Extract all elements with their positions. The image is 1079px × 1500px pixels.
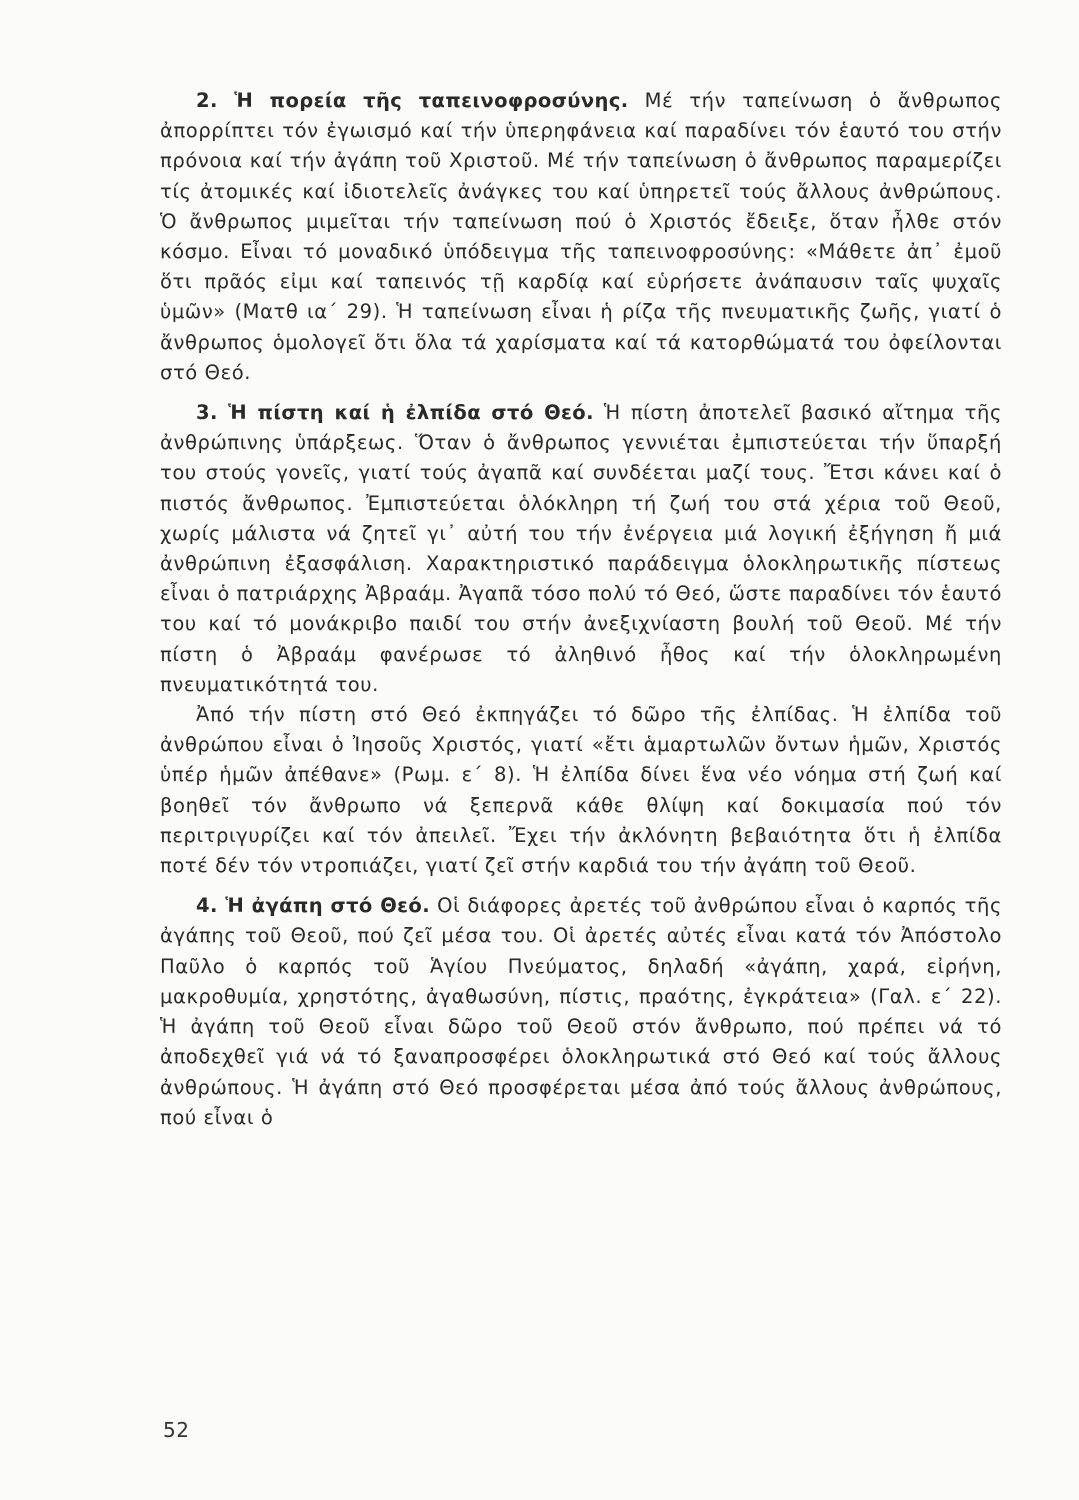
section-3-heading: 3. Ἡ πίστη καί ἡ ἐλπίδα στό Θεό.: [196, 401, 594, 425]
section-4-paragraph: [160, 891, 1002, 1133]
page-text-block: [160, 86, 1002, 1133]
section-2-heading: 2. Ἡ πορεία τῆς ταπεινοφροσύνης.: [196, 89, 629, 112]
page-number: 52: [163, 1418, 190, 1442]
section-3-body: Ἡ πίστη ἀποτελεῖ βασικό αἴτημα τῆς ἀνθρώπινης ὑπάρξεως. Ὅταν ὁ ἄνθρωπος γεννιέται ἐμπιστεύεται τήν ὕπαρξή του στούς γονεῖς, γιατί τούς ἀγαπᾶ καί συνδέεται μαζί τους. Ἔτσι κάνει καί ὁ πιστός ἄνθρωπος. Ἐμπιστεύεται ὁλόκληρη τή ζωή του στά χέρια τοῦ Θεοῦ, χωρίς μάλιστα νά ζητεῖ γι᾿ αὐτή του τήν ἐνέργεια μιά λογική ἐξήγηση ἤ μιά ἀνθρώπινη ἐξασφάλιση. Χαρακτηριστικό παράδειγμα ὁλοκληρωτικῆς πίστεως εἶναι ὁ πατριάρχης Ἀβραάμ. Ἀγαπᾶ τόσο πολύ τό Θεό, ὥστε παραδίνει τόν ἑαυτό του καί τό μονάκριβο παιδί του στήν ἀνεξιχνίαστη βουλή τοῦ Θεοῦ. Μέ τήν πίστη ὁ Ἀβραάμ φανέρωσε τό ἀληθινό ἦθος καί τήν ὁλοκληρωμένη πνευματικότητά του.: [160, 401, 1002, 696]
section-2-body: Μέ τήν ταπείνωση ὁ ἄνθρωπος ἀπορρίπτει τόν ἐγωισμό καί τήν ὑπερηφάνεια καί παραδίνει τόν ἑαυτό του στήν πρόνοια καί τήν ἀγάπη τοῦ Χριστοῦ. Μέ τήν ταπείνωση ὁ ἄνθρωπος παραμερίζει τίς ἀτομικές καί ἰδιοτελεῖς ἀνάγκες του καί ὑπηρετεῖ τούς ἄλλους ἀνθρώπους. Ὁ ἄνθρωπος μιμεῖται τήν ταπείνωση πού ὁ Χριστός ἔδειξε, ὅταν ἦλθε στόν κόσμο. Εἶναι τό μοναδικό ὑπόδειγμα τῆς ταπεινοφροσύνης: «Μάθετε ἀπ᾿ ἐμοῦ ὅτι πρᾶός εἰμι καί ταπεινός τῇ καρδίᾳ καί εὑρήσετε ἀνάπαυσιν ταῖς ψυχαῖς ὑμῶν» (Ματθ ια´ 29). Ἡ ταπείνωση εἶναι ἡ ρίζα τῆς πνευματικῆς ζωῆς, γιατί ὁ ἄνθρωπος ὁμολογεῖ ὅτι ὅλα τά χαρίσματα καί τά κατορθώματά του ὀφείλονται στό Θεό.: [160, 89, 1002, 384]
section-4-heading: 4. Ἡ ἀγάπη στό Θεό.: [196, 894, 431, 918]
section-3-continuation: Ἀπό τήν πίστη στό Θεό ἐκπηγάζει τό δῶρο τῆς ἐλπίδας. Ἡ ἐλπίδα τοῦ ἀνθρώπου εἶναι ὁ Ἰησοῦς Χριστός, γιατί «ἔτι ἁμαρτωλῶν ὄντων ἡμῶν, Χριστός ὑπέρ ἡμῶν ἀπέθανε» (Ρωμ. ε´ 8). Ἡ ἐλπίδα δίνει ἕνα νέο νόημα στή ζωή καί βοηθεῖ τόν ἄνθρωπο νά ξεπερνᾶ κάθε θλίψη καί δοκιμασία πού τόν περιτριγυρίζει καί τόν ἀπειλεῖ. Ἔχει τήν ἀκλόνητη βεβαιότητα ὅτι ἡ ἐλπίδα ποτέ δέν τόν ντροπιάζει, γιατί ζεῖ στήν καρδιά του τήν ἀγάπη τοῦ Θεοῦ.: [160, 703, 1002, 878]
section-4-body: Οἱ διάφορες ἀρετές τοῦ ἀνθρώπου εἶναι ὁ καρπός τῆς ἀγάπης τοῦ Θεοῦ, πού ζεῖ μέσα του. Οἱ ἀρετές αὐτές εἶναι κατά τόν Ἀπόστολο Παῦλο ὁ καρπός τοῦ Ἁγίου Πνεύματος, δηλαδή «ἀγάπη, χαρά, εἰρήνη, μακροθυμία, χρηστότης, ἀγαθωσύνη, πίστις, πραότης, ἐγκράτεια» (Γαλ. ε´ 22). Ἡ ἀγάπη τοῦ Θεοῦ εἶναι δῶρο τοῦ Θεοῦ στόν ἄνθρωπο, πού πρέπει νά τό ἀποδεχθεῖ γιά νά τό ξαναπροσφέρει ὁλοκληρωτικά στό Θεό καί τούς ἄλλους ἀνθρώπους. Ἡ ἀγάπη στό Θεό προσφέρεται μέσα ἀπό τούς ἄλλους ἀνθρώπους, πού εἶναι ὁ: [160, 894, 1002, 1129]
section-2-paragraph: [160, 86, 1002, 388]
section-3-paragraph: [160, 398, 1002, 700]
